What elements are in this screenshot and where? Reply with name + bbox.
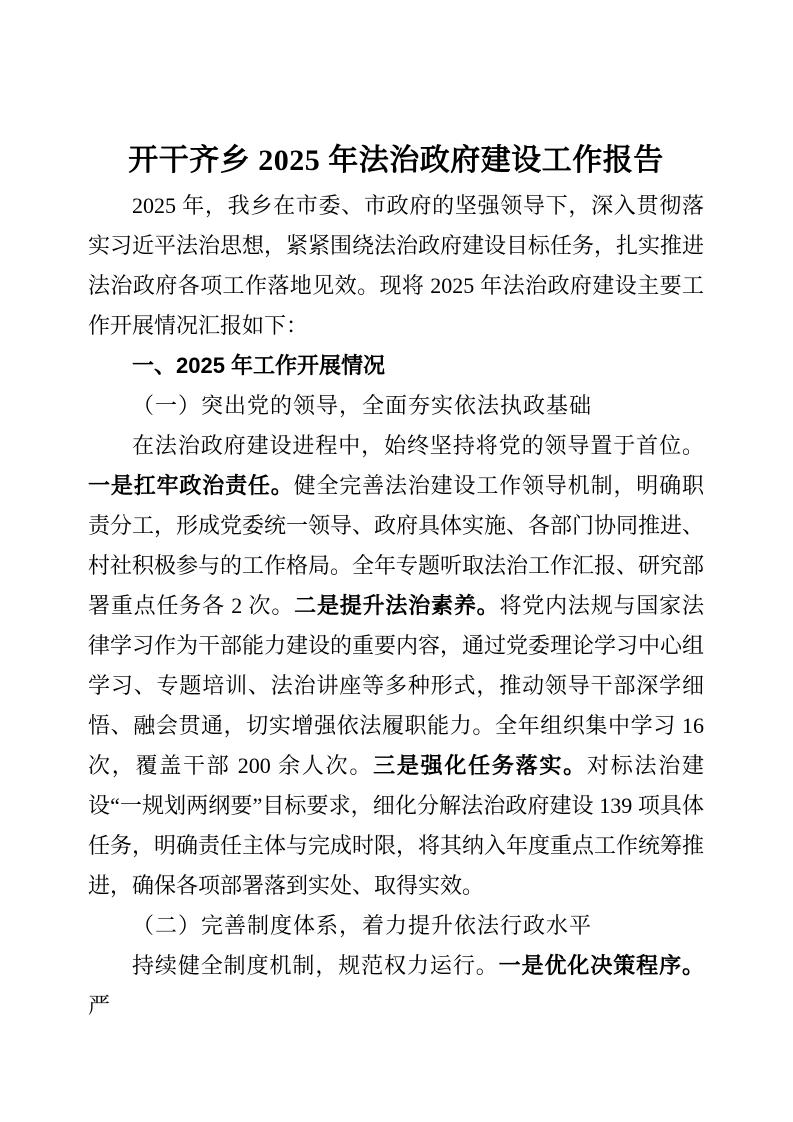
- text-run: 2025 年，我乡在市委、市政府的坚强领导下，深入贯彻落实习近平法治思想，紧紧围绕法治政府建设目标任务，扎实推进法治政府各项工作落地见效。现将 2025 年法治政府建设主要工作开展情况汇报如下：: [88, 193, 705, 338]
- document-title: 开干齐乡 2025 年法治政府建设工作报告: [128, 144, 664, 177]
- bold-run: 一、2025 年工作开展情况: [132, 353, 386, 378]
- bold-run: 一是优化决策程序。: [498, 953, 704, 978]
- document-body: [88, 186, 704, 1026]
- paragraph: [88, 426, 704, 906]
- text-run: 对标法治建设“一规划两纲要”目标要求，细化分解法治政府建设 139 项具体任务，明确责任主体与完成时限，将其纳入年度重点工作统筹推进，确保各项部署落到实处、取得实效。: [88, 753, 705, 898]
- text-run: （一）突出党的领导，全面夯实依法执政基础: [132, 393, 593, 418]
- text-run: 在法治政府建设进程中，始终坚持将党的领导置于首位。: [132, 433, 704, 458]
- text-run: 持续健全制度机制，规范权力运行。: [132, 953, 499, 978]
- paragraph: [88, 186, 704, 346]
- text-run: 将党内法规与国家法律学习作为干部能力建设的重要内容，通过党委理论学习中心组学习、专题培训、法治讲座等多种形式，推动领导干部深学细悟、融会贯通，切实增强依法履职能力。全年组织集中学习 16 次，覆盖干部 200 余人次。: [88, 593, 705, 778]
- bold-run: 二是提升法治素养。: [294, 593, 500, 618]
- section-heading: [88, 346, 704, 386]
- text-run: 严: [88, 993, 111, 1018]
- section-heading: [88, 386, 704, 426]
- section-heading: [88, 906, 704, 946]
- bold-run: 一是扛牢政治责任。: [88, 473, 294, 498]
- bold-run: 三是强化任务落实。: [373, 753, 587, 778]
- text-run: 健全完善法治建设工作领导机制，明确职责分工，形成党委统一领导、政府具体实施、各部门协同推进、村社积极参与的工作格局。全年专题听取法治工作汇报、研究部署重点任务各 2 次。: [88, 473, 705, 618]
- text-run: （二）完善制度体系，着力提升依法行政水平: [132, 913, 593, 938]
- paragraph: [88, 946, 704, 1026]
